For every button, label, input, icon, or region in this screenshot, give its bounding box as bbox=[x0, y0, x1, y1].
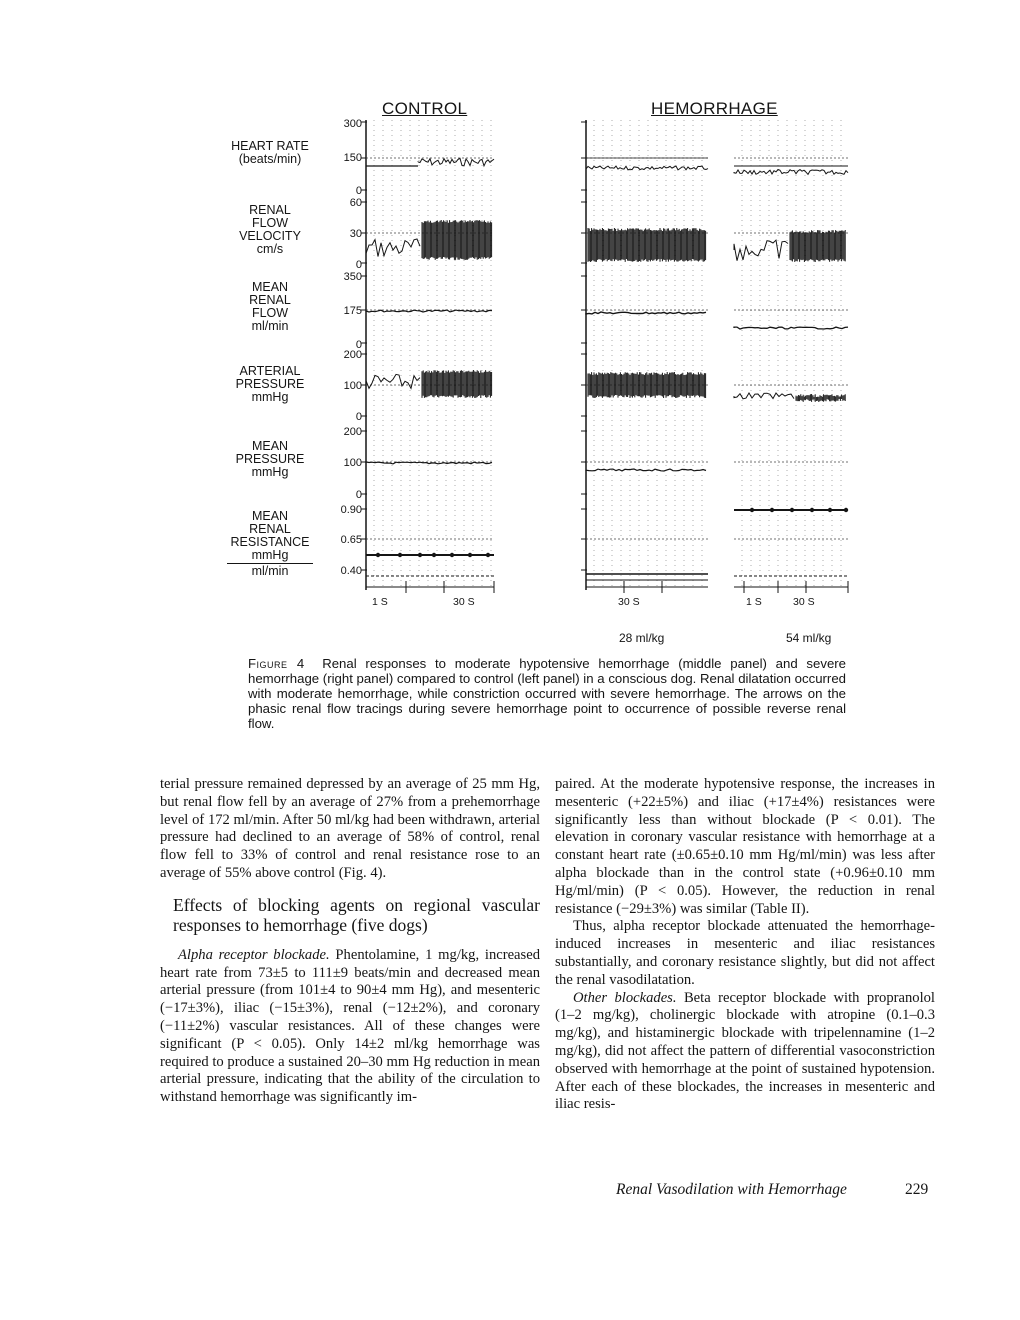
arterial-pressure-trace bbox=[796, 394, 845, 402]
tick-label: 0 bbox=[355, 489, 362, 501]
time-label-control-1s: 1 S bbox=[372, 596, 388, 608]
physiological-recording-traces bbox=[0, 90, 1020, 650]
amount-label-moderate: 28 ml/kg bbox=[619, 631, 665, 645]
resistance-point bbox=[770, 508, 774, 512]
resistance-point bbox=[810, 508, 814, 512]
mean-renal-flow-trace bbox=[734, 327, 848, 329]
tick-label: 300 bbox=[343, 118, 362, 130]
resistance-point bbox=[790, 508, 794, 512]
paragraph: terial pressure remained depressed by an average of 25 mm Hg, but renal flow fell by an average of 27% from a prehemorrhage level of 172 ml/min. After 50 ml/kg had been withdrawn, arterial pressure had declined to an average of 58% of control, renal flow fell to 33% of control and renal resistance rose to an average of 55% above control (Fig. 4). bbox=[160, 776, 540, 881]
row-label-mean-renal-resistance: MEAN RENAL RESISTANCE mmHg ml/min bbox=[215, 510, 325, 578]
row-label-mean-renal-flow: MEAN RENAL FLOW ml/min bbox=[249, 280, 291, 333]
figure-caption bbox=[248, 656, 846, 731]
resistance-point bbox=[750, 508, 754, 512]
panel-title-control: CONTROL bbox=[382, 99, 468, 118]
renal-velocity-trace bbox=[366, 239, 420, 257]
amount-label-severe: 54 ml/kg bbox=[786, 631, 832, 645]
paragraph: paired. At the moderate hypotensive response, the increases in mesenteric (+22±5%) and iliac (+17±4%) resistances were significantly less than without blockade (P < 0.01). The elevation in coronary vascular resistance with hemorrhage at a constant heart rate (±0.65±0.10 mm Hg/ml/min) was less after alpha blockade than in the control state (+0.96±0.10 mm Hg/ml/min) (P < 0.05). However, the reduction in renal resistance (−29±3%) was similar (Table II). bbox=[555, 776, 935, 917]
tick-label: 60 bbox=[349, 197, 362, 209]
tick-label: 350 bbox=[343, 271, 362, 283]
resistance-point bbox=[398, 553, 402, 557]
run-in-heading: Other blockades. bbox=[573, 989, 677, 1006]
tick-label: 0 bbox=[355, 339, 362, 351]
tick-label: 0 bbox=[355, 411, 362, 423]
tick-label: 175 bbox=[343, 305, 362, 317]
renal-velocity-trace bbox=[790, 230, 845, 262]
mean-renal-flow-trace bbox=[586, 312, 706, 314]
figure-4 bbox=[0, 90, 1020, 650]
tick-label: 100 bbox=[343, 380, 362, 392]
tick-label: 200 bbox=[343, 426, 362, 438]
renal-velocity-trace bbox=[422, 220, 492, 260]
body-column-right bbox=[555, 776, 935, 1114]
tick-label: 0 bbox=[355, 259, 362, 271]
tick-label: 200 bbox=[343, 349, 362, 361]
resistance-point bbox=[376, 553, 380, 557]
mean-pressure-trace bbox=[586, 469, 706, 471]
tick-label: 0.40 bbox=[340, 565, 362, 577]
arterial-pressure-trace bbox=[588, 372, 706, 398]
resistance-point bbox=[468, 553, 472, 557]
row-label-heart-rate: HEART RATE (beats/min) bbox=[231, 139, 309, 166]
resistance-point bbox=[418, 553, 422, 557]
paragraph bbox=[555, 990, 935, 1115]
tick-label: 30 bbox=[349, 228, 362, 240]
mean-pressure-trace bbox=[366, 462, 492, 464]
time-label-severe-30s: 30 S bbox=[793, 596, 815, 608]
arterial-pressure-trace bbox=[734, 393, 794, 399]
heart-rate-trace bbox=[586, 166, 708, 170]
tick-label: 0.90 bbox=[340, 504, 362, 516]
tick-label: 150 bbox=[343, 152, 362, 164]
time-label-control-30s: 30 S bbox=[453, 596, 475, 608]
row-label-mean-pressure: MEAN PRESSURE mmHg bbox=[235, 439, 305, 479]
resistance-point bbox=[828, 508, 832, 512]
tick-label: 0 bbox=[355, 185, 362, 197]
paragraph-text: Beta receptor blockade with propranolol (1–2 mg/kg), cholinergic blockade with atropine (0.1–0.3 mg/kg), and histaminergic blockade with tripelennamine (1–2 mg/kg), did not affect the pattern of differential vasoconstriction observed with hemorrhage at the point of sustained hypotension. After each of these blockades, the increases in mesenteric and iliac resis- bbox=[555, 989, 935, 1113]
tick-label: 0.65 bbox=[340, 534, 362, 546]
caption-label: Figure 4 bbox=[248, 656, 305, 671]
row-label-renal-flow-velocity: RENAL FLOW VELOCITY cm/s bbox=[239, 203, 301, 256]
body-column-left bbox=[160, 776, 540, 1107]
run-in-heading: Alpha receptor blockade. bbox=[178, 946, 330, 963]
paragraph-text: Phentolamine, 1 mg/kg, increased heart rate from 73±5 to 111±9 beats/min and decreased mean arterial pressure (from 101±4 to 90±4 mm Hg), and mesenteric (−17±3%), iliac (−15±3%), renal (−12±2%), and coronary (−11±2%) vascular resistances. All of these changes were significant (P < 0.05). Only 14±2 ml/kg hemorrhage was required to produce a sustained 20–30 mm Hg reduction in mean arterial pressure, indicating that the ability of the circulation to withstand hemorrhage was significantly im- bbox=[160, 946, 540, 1106]
caption-text: Renal responses to moderate hypotensive hemorrhage (middle panel) and severe hemorrhage (right panel) compared to control (left panel) in a conscious dog. Renal dilatation occurred with moderate hemorrhage, while constriction occurred with severe hemorrhage. The arrows on the phasic renal flow tracings during severe hemorrhage point to occurrence of possible reverse renal flow. bbox=[248, 656, 846, 731]
resistance-point bbox=[450, 553, 454, 557]
tick-label: 100 bbox=[343, 457, 362, 469]
time-label-moderate-30s: 30 S bbox=[618, 596, 640, 608]
row-label-arterial-pressure: ARTERIAL PRESSURE mmHg bbox=[235, 364, 305, 404]
resistance-point bbox=[844, 508, 848, 512]
resistance-point bbox=[432, 553, 436, 557]
resistance-point bbox=[486, 553, 490, 557]
panel-title-hemorrhage: HEMORRHAGE bbox=[651, 99, 778, 118]
renal-velocity-trace bbox=[588, 228, 706, 262]
section-heading: Effects of blocking agents on regional vascular responses to hemorrhage (five dogs) bbox=[173, 894, 540, 935]
paragraph: Thus, alpha receptor blockade attenuated the hemorrhage-induced increases in mesenteric and iliac resistances substantially, and coronary resistance slightly, but did not affect the renal vasodilatation. bbox=[555, 918, 935, 988]
heart-rate-trace bbox=[418, 158, 494, 166]
paragraph bbox=[160, 947, 540, 1107]
mean-renal-flow-trace bbox=[366, 310, 492, 312]
arterial-pressure-trace bbox=[366, 374, 420, 388]
arterial-pressure-trace bbox=[422, 370, 492, 398]
time-label-severe-1s: 1 S bbox=[746, 596, 762, 608]
running-head: Renal Vasodilation with Hemorrhage bbox=[616, 1181, 847, 1198]
page-number: 229 bbox=[905, 1181, 929, 1198]
